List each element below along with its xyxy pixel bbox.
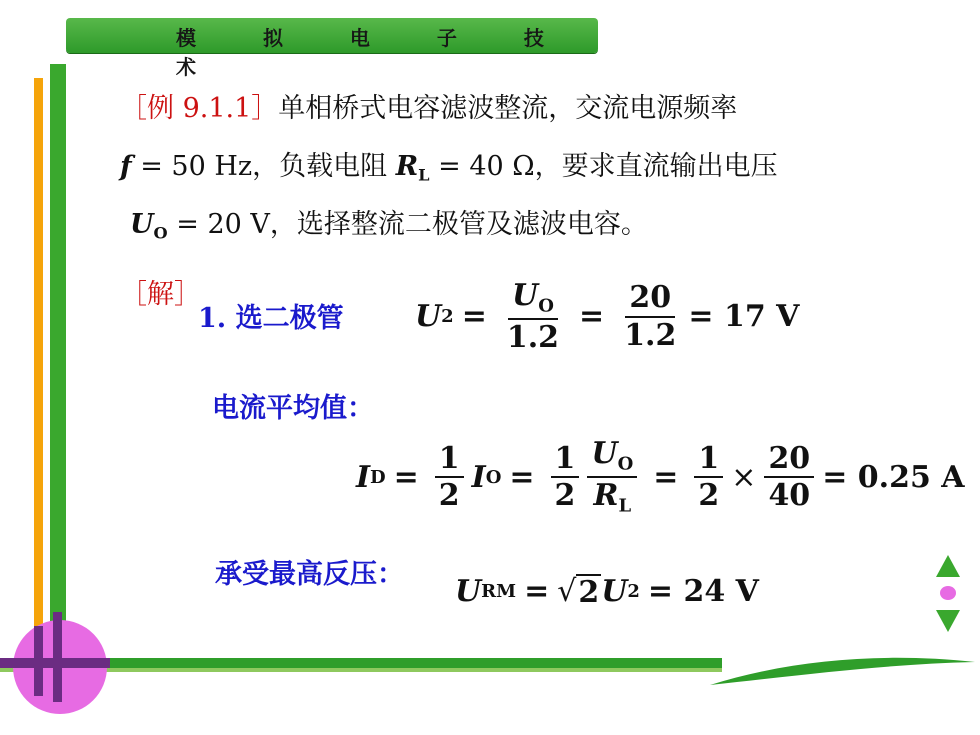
equals-sign: = — [653, 459, 679, 495]
eq2-f3-den: R — [593, 478, 619, 514]
purple-stripe-decoration — [0, 658, 110, 668]
eq2-f3-num: U — [591, 436, 618, 471]
var-R: R — [395, 151, 419, 182]
eq2-mid: I — [471, 459, 486, 495]
green-side-bar — [50, 64, 66, 648]
eq1-f2-num: 20 — [625, 282, 675, 318]
course-title: 模 拟 电 子 技 术 — [176, 26, 574, 79]
eq2-fraction-2 — [551, 440, 580, 514]
eq3-var: U — [601, 574, 628, 609]
square-root — [557, 574, 601, 609]
solution-tag: ［解］ — [120, 279, 201, 310]
orange-side-bar — [34, 78, 43, 630]
triangle-down-icon[interactable] — [936, 610, 960, 632]
eq2-fraction-3 — [587, 438, 637, 516]
eq3-lhs-sub: RM — [481, 581, 517, 602]
problem-text-2b: = 40 Ω，要求直流输出电压 — [429, 151, 778, 182]
equals-sign: = — [509, 459, 535, 495]
times-sign: × — [731, 459, 757, 495]
max-reverse-voltage-label: 承受最高反压： — [215, 559, 404, 590]
eq2-f3-den-sub: L — [618, 495, 632, 517]
eq2-f2-den: 2 — [554, 478, 576, 514]
eq2-result: = 0.25 A — [822, 459, 965, 495]
dot-icon[interactable] — [940, 586, 956, 600]
eq3-result: = 24 V — [647, 574, 759, 609]
eq2-f2-num: 1 — [551, 443, 580, 479]
green-swoosh-decoration — [700, 640, 980, 700]
eq2-f3-num-sub: O — [617, 453, 634, 475]
equals-sign: = — [461, 299, 487, 335]
step-1-label: 1. 选二极管 — [198, 303, 344, 334]
var-U-sub: O — [153, 223, 168, 243]
header-banner — [66, 18, 598, 79]
eq1-f1-den: 1.2 — [506, 320, 560, 356]
eq1-f1-num: U — [512, 278, 539, 313]
eq1-fraction-2 — [620, 282, 680, 351]
eq2-fraction-5 — [764, 440, 814, 514]
equals-sign: = — [579, 299, 605, 335]
sqrt-sign: √ — [557, 574, 577, 609]
problem-line-2 — [120, 144, 778, 185]
sqrt-arg: 2 — [578, 575, 600, 610]
triangle-up-icon[interactable] — [936, 555, 960, 577]
eq1-fraction-1 — [503, 280, 563, 354]
eq2-f5-den: 40 — [768, 478, 811, 514]
equals-sign: = — [393, 459, 419, 495]
equation-u2 — [415, 280, 799, 354]
var-f: f — [120, 151, 132, 182]
purple-stripe-decoration — [53, 612, 62, 702]
equation-id — [356, 438, 965, 516]
equals-sign: = — [524, 574, 550, 609]
eq2-f1-den: 2 — [438, 478, 460, 514]
var-R-sub: L — [418, 165, 430, 185]
var-U: U — [130, 209, 154, 240]
eq2-f4-num: 1 — [694, 443, 723, 479]
eq2-f5-num: 20 — [764, 443, 814, 479]
example-tag: ［例 9.1.1］ — [120, 93, 279, 124]
average-current-label: 电流平均值： — [212, 393, 374, 424]
problem-text-3: = 20 V，选择整流二极管及滤波电容。 — [167, 209, 648, 240]
problem-line-3 — [130, 202, 648, 243]
eq2-mid-sub: O — [485, 466, 502, 488]
eq1-lhs-sub: 2 — [441, 306, 454, 328]
eq2-lhs-sub: D — [370, 466, 386, 488]
equation-urm — [455, 574, 767, 609]
eq3-var-sub: 2 — [627, 581, 640, 602]
eq1-lhs: U — [415, 299, 442, 335]
green-bottom-bar-light — [0, 668, 722, 672]
problem-text-1: 单相桥式电容滤波整流，交流电源频率 — [278, 93, 738, 124]
eq1-result: = 17 V — [688, 299, 800, 335]
eq2-fraction-1 — [435, 440, 464, 514]
problem-text-2a: = 50 Hz，负载电阻 — [131, 151, 396, 182]
eq2-fraction-4 — [694, 440, 723, 514]
eq3-lhs: U — [455, 574, 482, 609]
eq2-f4-den: 2 — [698, 478, 720, 514]
eq2-lhs: I — [356, 459, 371, 495]
problem-line-1 — [120, 86, 737, 125]
eq1-f1-num-sub: O — [538, 295, 554, 317]
eq1-f2-den: 1.2 — [624, 317, 677, 353]
eq2-f1-num: 1 — [435, 443, 464, 479]
